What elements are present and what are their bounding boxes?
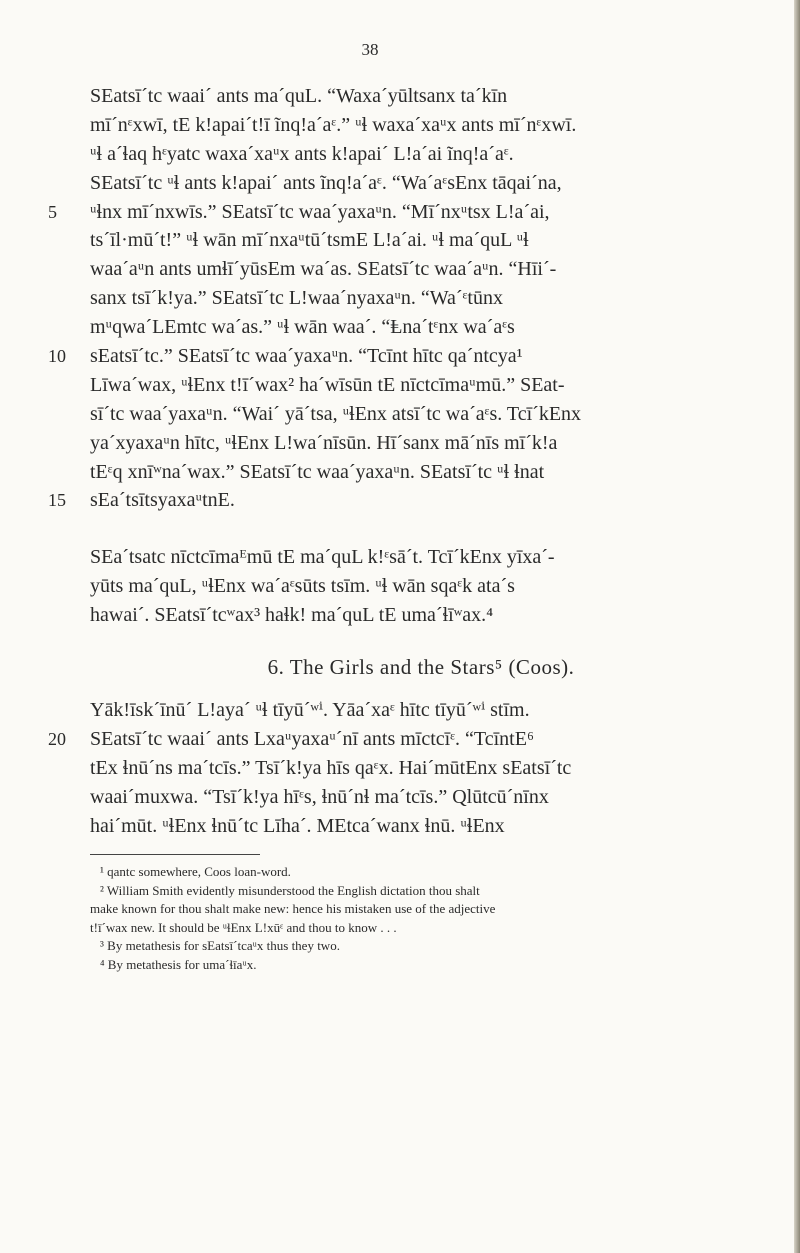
text-line: waa´aᵘn ants umɬī´yūsEm wa´as. SEatsī´tc waa´aᵘn. “Hīi´- — [90, 258, 557, 281]
text-line: sī´tc waa´yaxaᵘn. “Wai´ yā´tsa, ᵘɬEnx atsī´tc wa´aᵋs. Tcī´kEnx — [90, 402, 582, 425]
footnote: make known for thou shalt make new: hence his mistaken use of the adjective — [90, 901, 496, 917]
text-line: waai´muxwa. “Tsī´k!ya hīᵋs, ɬnū´nɬ ma´tcīs.” Qlūtcū´nīnx — [90, 785, 549, 808]
text-line: ya´xyaxaᵘn hītc, ᵘɬEnx L!wa´nīsūn. Hī´sanx mā´nīs mī´k!a — [90, 431, 558, 454]
text-line: mī´nᵋxwī, tE k!apai´t!ī ĩnq!a´aᵋ.” ᵘɬ waxa´xaᵘx ants mī´nᵋxwī. — [90, 113, 577, 136]
text-line: tEᵋq xnīʷna´wax.” SEatsī´tc waa´yaxaᵘn. SEatsī´tc ᵘɬ ɬnat — [90, 460, 545, 483]
line-number: 20 — [48, 728, 66, 749]
text-line: 20 SEatsī´tc waai´ ants Lxaᵘyaxaᵘ´nī ants mīctcīᵋ. “TcīntE⁶ — [90, 725, 722, 754]
section-heading: 6. The Girls and the Stars⁵ (Coos). — [267, 655, 575, 680]
text-line: hawai´. SEatsī´tcʷax³ haɬk! ma´quL tE uma´ɬīʷax.⁴ — [90, 604, 494, 627]
footnote: ¹ qantc somewhere, Coos loan-word. — [100, 864, 291, 880]
text-line: 15 sEa´tsītsyaxaᵘtnE. — [90, 486, 722, 515]
footnote: t!ī´wax new. It should be ᵘɬEnx L!xūᵋ and thou to know . . . — [90, 919, 397, 935]
text-line: ts´īl·mū´t!” ᵘɬ wān mī´nxaᵘtū´tsmE L!a´ai. ᵘɬ ma´quL ᵘɬ — [90, 229, 529, 252]
line-number: 5 — [48, 201, 57, 222]
text-line: SEa´tsatc nīctcīmaᴱmū tE ma´quL k!ᵋsā´t. Tcī´kEnx yīxa´- — [90, 546, 555, 569]
text-line: 10 sEatsī´tc.” SEatsī´tc waa´yaxaᵘn. “Tcīnt hītc qa´ntcya¹ — [90, 342, 722, 371]
text-line: yūts ma´quL, ᵘɬEnx wa´aᵋsūts tsīm. ᵘɬ wān sqaᵋk ata´s — [90, 575, 515, 598]
footnote: ³ By metathesis for sEatsī´tcaᵘx thus they two. — [100, 938, 340, 954]
line-number: 15 — [48, 490, 66, 511]
text-line: SEatsī´tc waai´ ants ma´quL. “Waxa´yūltsanx ta´kīn — [90, 85, 508, 107]
line-number: 10 — [48, 346, 66, 367]
footnote: ² William Smith evidently misunderstood the English dictation thou shalt — [100, 882, 480, 898]
text-line: ᵘɬ a´ɬaq hᵋyatc waxa´xaᵘx ants k!apai´ L!a´ai ĩnq!a´aᵋ. — [90, 142, 514, 165]
main-text — [48, 82, 722, 974]
text-line: hai´mūt. ᵘɬEnx ɬnū´tc Līha´. MEtca´wanx ɬnū. ᵘɬEnx — [90, 814, 505, 837]
page-edge-shadow — [794, 0, 800, 1253]
page-number: 38 — [361, 40, 379, 59]
text-line: sanx tsī´k!ya.” SEatsī´tc L!waa´nyaxaᵘn. “Wa´ᵋtūnx — [90, 287, 503, 310]
footnote: ⁴ By metathesis for uma´ɬīaᵘx. — [100, 956, 257, 972]
text-line: tEx ɬnū´ns ma´tcīs.” Tsī´k!ya hīs qaᵋx. Hai´mūtEnx sEatsī´tc — [90, 756, 572, 779]
footnote-rule — [90, 854, 260, 855]
text-line: 5 ᵘɬnx mī´nxwīs.” SEatsī´tc waa´yaxaᵘn. “Mī´nxᵘtsx L!a´ai, — [90, 198, 722, 227]
text-line: Yāk!īsk´īnū´ L!aya´ ᵘɬ tīyū´ʷⁱ. Yāa´xaᵋ hītc tīyū´ʷⁱ stīm. — [90, 699, 530, 722]
text-line: mᵘqwa´LEmtc wa´as.” ᵘɬ wān waa´. “Ⱡna´tᵋnx wa´aᵋs — [90, 316, 515, 339]
text-line: Līwa´wax, ᵘɬEnx t!ī´wax² ha´wīsūn tE nīctcīmaᵘmū.” SEat- — [90, 373, 565, 396]
text-line: SEatsī´tc ᵘɬ ants k!apai´ ants ĩnq!a´aᵋ. “Wa´aᵋsEnx tāqai´na, — [90, 171, 562, 194]
